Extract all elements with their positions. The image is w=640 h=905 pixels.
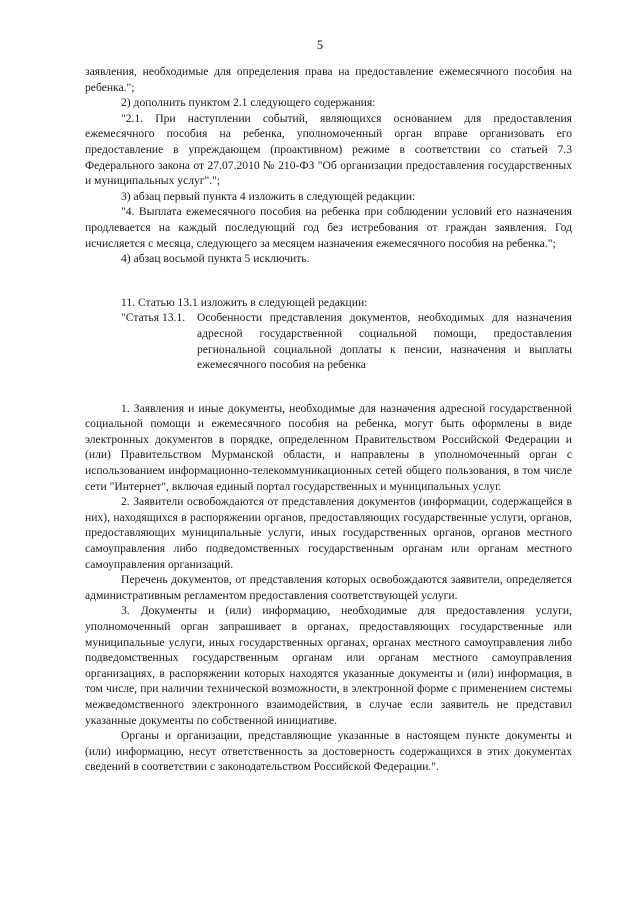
paragraph-quote-2-1: "2.1. При наступлении событий, являющихся основанием для предоставления ежемесячного пособия на ребенка, уполномоченный орган вправе организовать его предоставление в упреждающем (проактивном) режиме в соответствии со статьей 7.3 Федерального закона от 27.07.2010 № 210-ФЗ "Об организации предоставления государственных и муниципальных услуг"."; (85, 111, 572, 188)
article-paragraph: 3. Документы и (или) информацию, необходимые для предоставления услуги, уполномоченный орган запрашивает в органах, предоставляющих государственные или муниципальные услуги, иных государственных органах, органах местного самоуправления либо подведомственных государственным органам или органам местного самоуправления организациях, в распоряжении которых находятся указанные документы и (или) информация, в том числе, при наличии технической возможности, в электронной форме с применением системы межведомственного электронного взаимодействия, в случае если заявитель не представил указанные документы по собственной инициативе. (85, 604, 572, 727)
article-paragraph: 1. Заявления и иные документы, необходимые для назначения адресной государственной социальной помощи и ежемесячного пособия на ребенка, могут быть оформлены в виде электронных документов в порядке, определенном Правительством Российской Федерации и (или) Правительством Мурманской области, и направлены в уполномоченный орган с использованием информационно-телекоммуникационных сетей общего пользования, в том числе сети "Интернет", включая единый портал государственных и муниципальных услуг. (85, 401, 572, 493)
article-number: "Статья 13.1. (121, 311, 186, 325)
paragraph-continuation: заявления, необходимые для определения права на предоставление ежемесячного пособия на ребенка."; (85, 65, 572, 94)
section-intro: 11. Статью 13.1 изложить в следующей редакции: (121, 295, 368, 309)
article-paragraph: Органы и организации, представляющие указанные в настоящем пункте документы и (или) информацию, несут ответственность за достоверность содержащихся в этих документах сведений в соответствии с законодательством Российской Федерации.". (85, 729, 572, 774)
paragraph-quote-4: "4. Выплата ежемесячного пособия на ребенка при соблюдении условий его назначения продлевается на каждый последующий год без истребования от граждан заявления. Год исчисляется с месяца, следующего за месяцем назначения ежемесячного пособия на ребенка."; (85, 205, 572, 250)
article-title: Особенности представления документов, необходимых для назначения адресной государственной социальной помощи, предоставления региональной социальной доплаты к пенсии, назначения и выплаты ежемесячного пособия на ребенка (197, 311, 572, 372)
page-number: 5 (316, 38, 324, 52)
paragraph-item-3: 3) абзац первый пункта 4 изложить в следующей редакции: (121, 189, 416, 203)
article-paragraph: Перечень документов, от представления которых освобождаются заявители, определяется административным регламентом предоставления соответствующей услуги. (85, 573, 572, 602)
article-paragraph: 2. Заявители освобождаются от представления документов (информации, содержащейся в них), находящихся в распоряжении органов, предоставляющих государственные услуги, органов, предоставляющих муниципальные услуги, иных государственных органов, органов местного самоуправления либо подведомственных государственным органам или органам местного самоуправления организаций. (85, 495, 572, 571)
document-body (85, 64, 572, 775)
paragraph-item-4: 4) абзац восьмой пункта 5 исключить. (121, 252, 310, 266)
article-heading (121, 310, 572, 372)
paragraph-item-2: 2) дополнить пунктом 2.1 следующего содержания: (121, 96, 376, 110)
